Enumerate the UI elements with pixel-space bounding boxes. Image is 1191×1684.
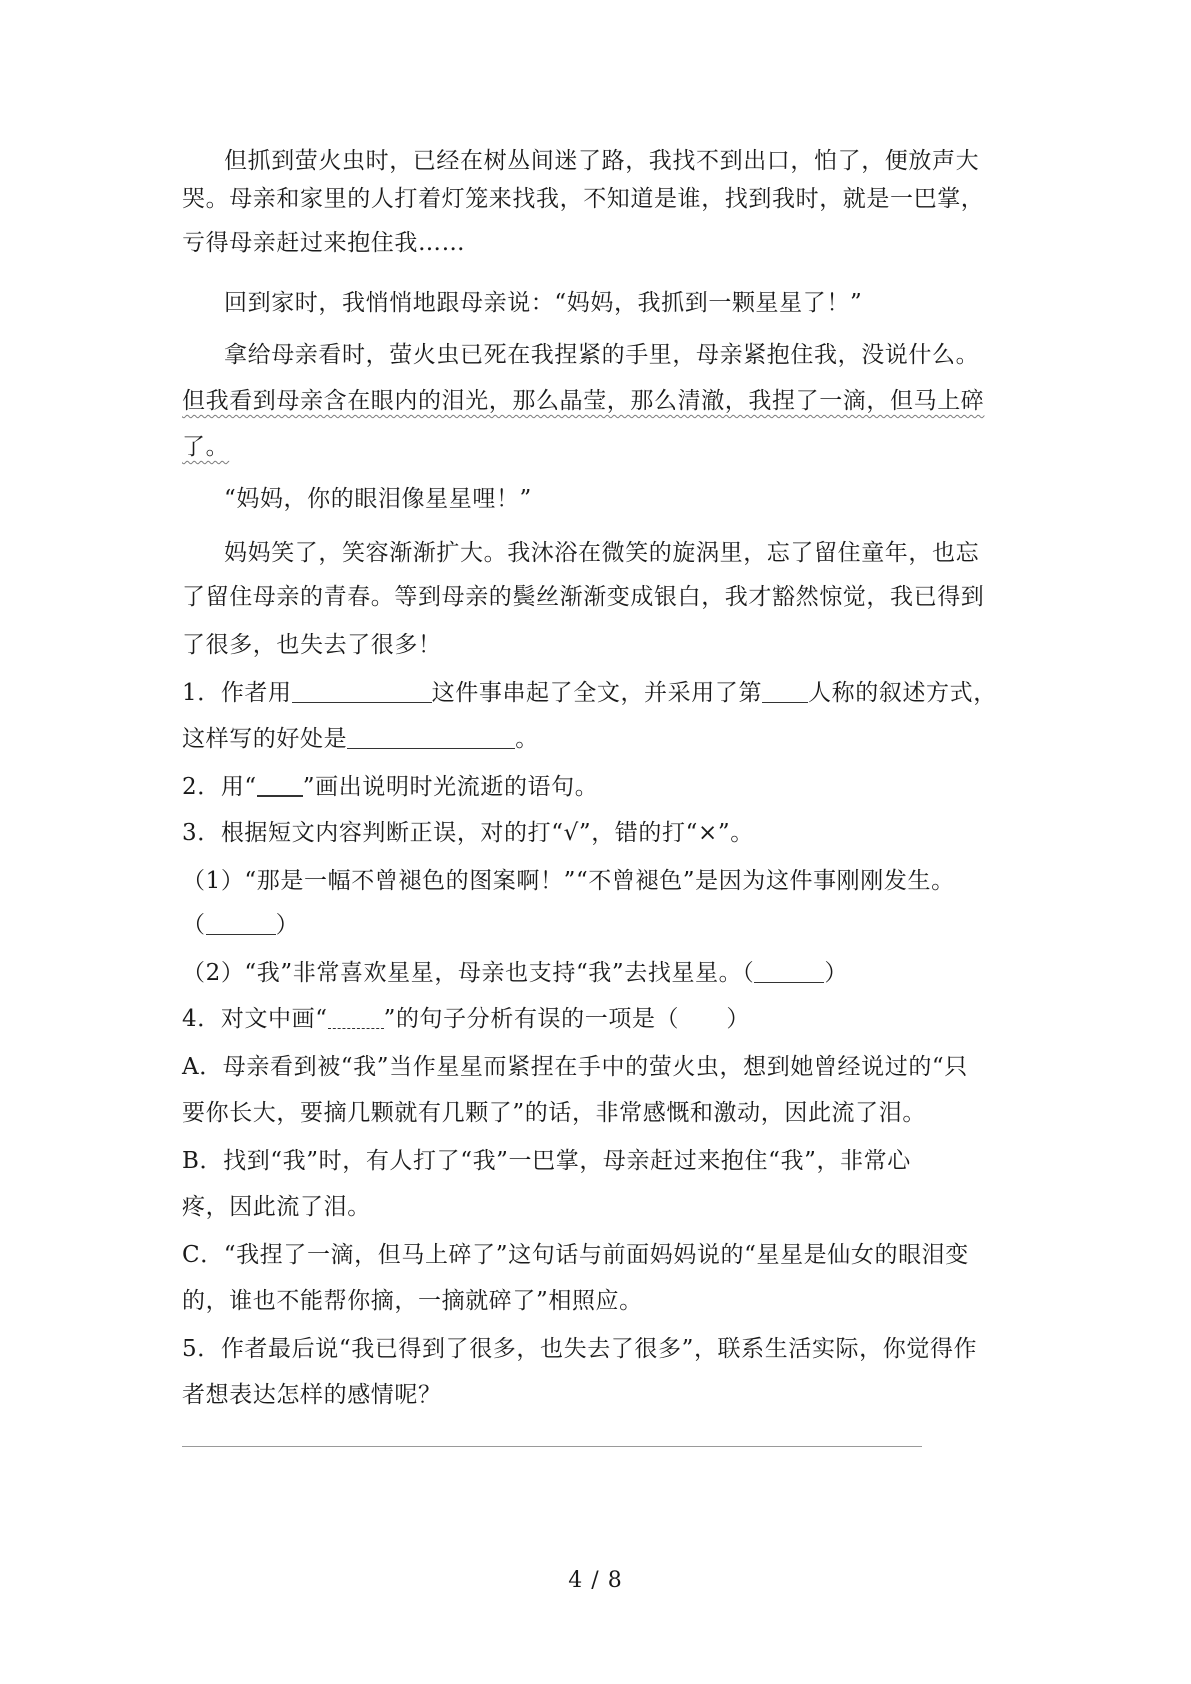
- passage-line: 哭。母亲和家里的人打着灯笼来找我，不知道是谁，找到我时，就是一巴掌，: [182, 186, 985, 212]
- question-4: 4．对文中画“ ”的句子分析有误的一项是（ ）: [182, 1006, 750, 1032]
- passage-line: 拿给母亲看时，萤火虫已死在我捏紧的手里，母亲紧抱住我，没说什么。: [224, 342, 980, 368]
- passage-line: 了留住母亲的青春。等到母亲的鬓丝渐渐变成银白，我才豁然惊觉，我已得到: [182, 584, 985, 610]
- answer-blank[interactable]: [762, 680, 808, 703]
- passage-line: 了很多，也失去了很多！: [182, 632, 442, 658]
- question-5: 者想表达怎样的感情呢？: [182, 1382, 442, 1408]
- question-3-1: （1）“那是一幅不曾褪色的图案啊！”“不曾褪色”是因为这件事刚刚发生。: [182, 868, 955, 894]
- answer-line[interactable]: [182, 1446, 922, 1447]
- question-2: 2．用“ ”画出说明时光流逝的语句。: [182, 774, 599, 800]
- passage-line: 但抓到萤火虫时，已经在树丛间迷了路，我找不到出口，怕了，便放声大: [224, 148, 980, 174]
- question-1: 1．作者用 这件事串起了全文，并采用了第 人称的叙述方式，: [182, 680, 997, 706]
- question-3-2: （2）“我”非常喜欢星星，母亲也支持“我”去找星星。（ ）: [182, 960, 848, 986]
- answer-blank[interactable]: [206, 912, 276, 935]
- option-c: 的，谁也不能帮你摘，一摘就碎了”相照应。: [182, 1288, 643, 1314]
- page-number: 4 / 8: [568, 1568, 623, 1593]
- passage-line: 亏得母亲赶过来抱住我……: [182, 230, 466, 256]
- option-a: A．母亲看到被“我”当作星星而紧捏在手中的萤火虫，想到她曾经说过的“只: [182, 1054, 968, 1080]
- question-3: 3．根据短文内容判断正误，对的打“√”，错的打“×”。: [182, 820, 754, 846]
- passage-line: 妈妈笑了，笑容渐渐扩大。我沐浴在微笑的旋涡里，忘了留住童年，也忘: [224, 540, 980, 566]
- question-5: 5．作者最后说“我已得到了很多，也失去了很多”，联系生活实际，你觉得作: [182, 1336, 978, 1362]
- wavy-underlined-sentence: 了。: [182, 434, 230, 460]
- passage-line: 回到家时，我悄悄地跟母亲说：“妈妈，我抓到一颗星星了！”: [224, 290, 863, 316]
- wavy-underlined-sentence: 但我看到母亲含在眼内的泪光，那么晶莹，那么清澈，我捏了一滴，但马上碎: [182, 388, 985, 414]
- answer-blank[interactable]: [347, 726, 515, 749]
- answer-blank[interactable]: [292, 680, 432, 703]
- underline-sample: [328, 1006, 384, 1029]
- option-a: 要你长大，要摘几颗就有几颗了”的话，非常感慨和激动，因此流了泪。: [182, 1100, 926, 1126]
- question-1-cont: 这样写的好处是 。: [182, 726, 539, 752]
- option-c: C．“我捏了一滴，但马上碎了”这句话与前面妈妈说的“星星是仙女的眼泪变: [182, 1242, 969, 1268]
- passage-line: “妈妈，你的眼泪像星星哩！”: [224, 486, 532, 512]
- question-3-1-answer: （ ）: [182, 912, 300, 938]
- underline-sample: [257, 773, 303, 797]
- option-b: 疼，因此流了泪。: [182, 1194, 371, 1220]
- option-b: B．找到“我”时，有人打了“我”一巴掌，母亲赶过来抱住“我”，非常心: [182, 1148, 911, 1174]
- answer-blank[interactable]: [754, 960, 824, 983]
